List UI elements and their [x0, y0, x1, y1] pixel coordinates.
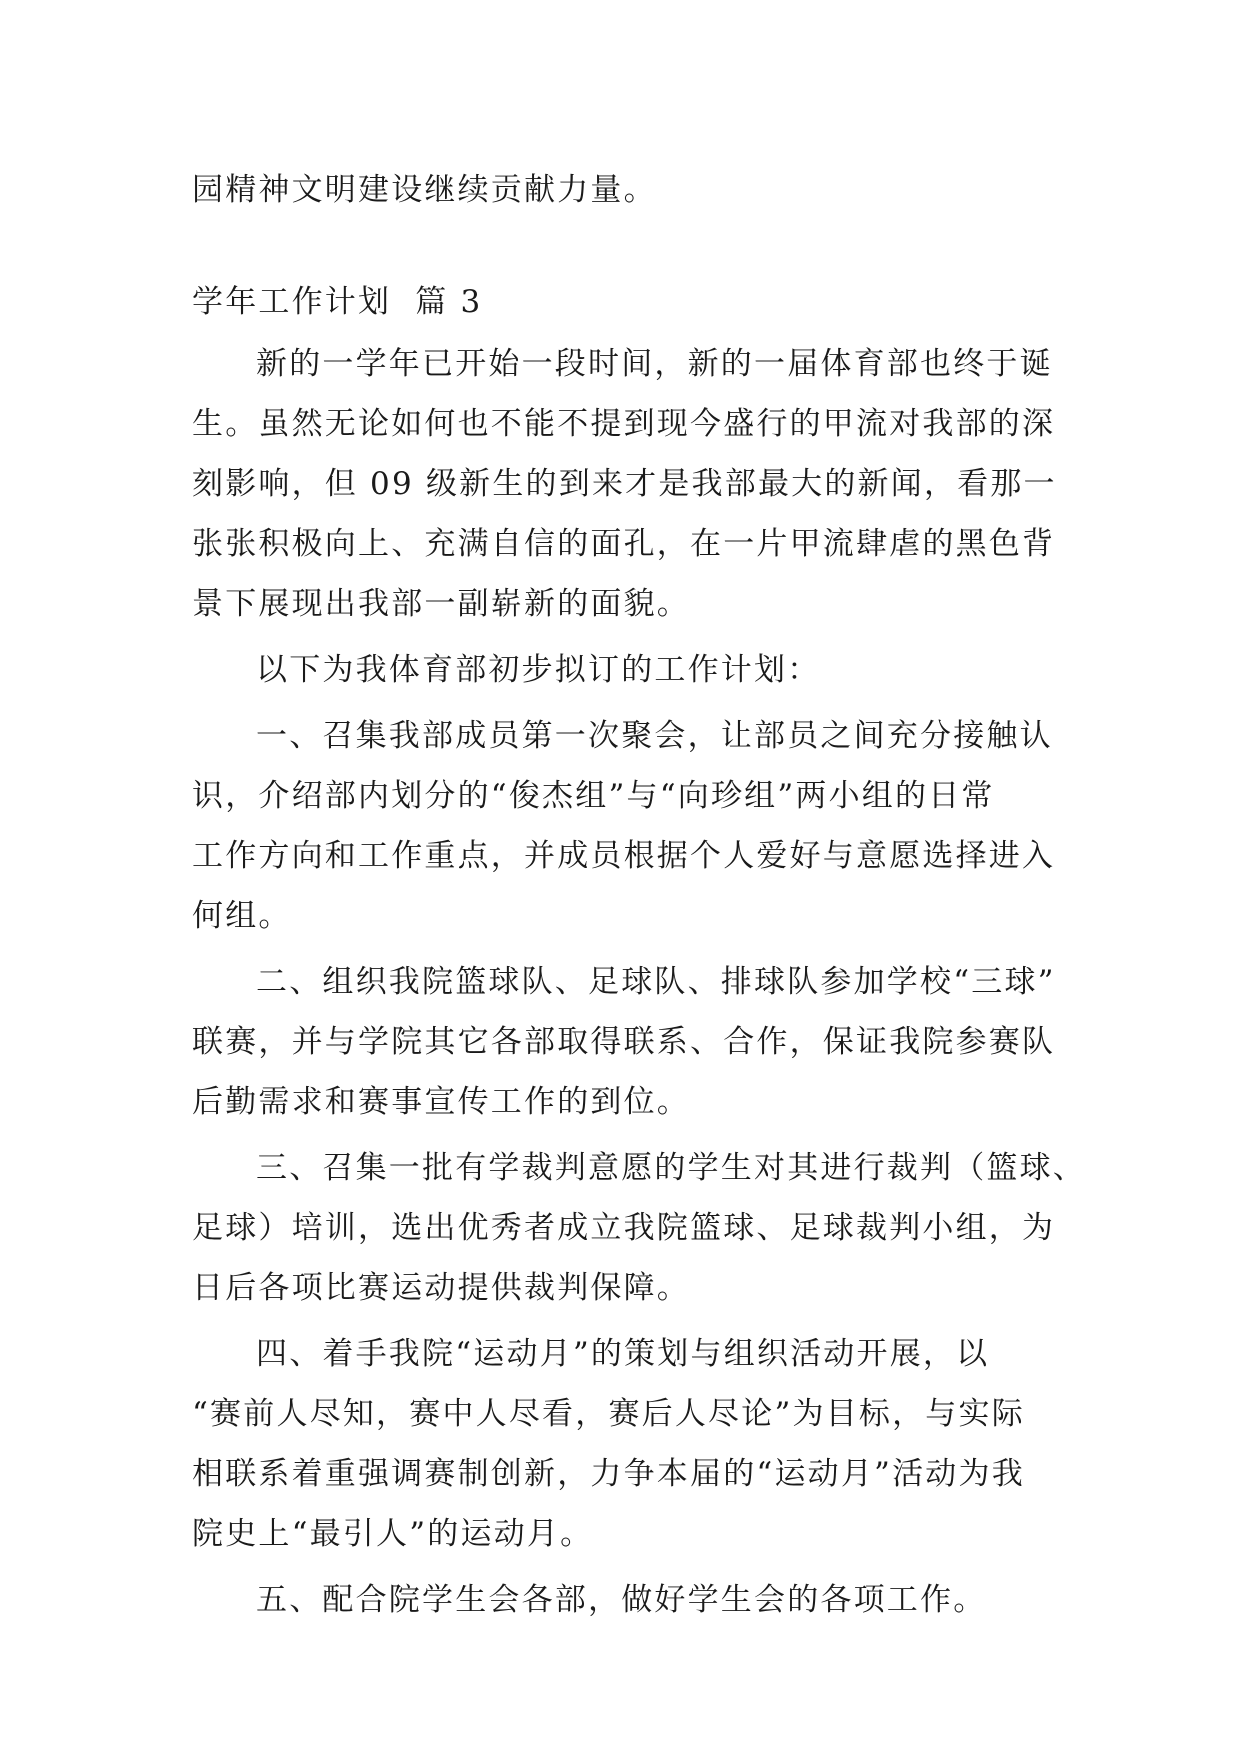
paragraph [192, 952, 1056, 1132]
paragraph-line: 三、召集一批有学裁判意愿的学生对其进行裁判（篮球、 [256, 1150, 1086, 1186]
paragraph-line: 相联系着重强调赛制创新，力争本届的“运动月”活动为我 [192, 1456, 1025, 1492]
section-title: 学年工作计划 篇 3 [192, 284, 483, 320]
paragraph-line: 新的一学年已开始一段时间，新的一届体育部也终于诞 [256, 346, 1053, 382]
paragraph-line: 识，介绍部内划分的“俊杰组”与“向珍组”两小组的日常 [192, 778, 995, 814]
paragraph-line: 联赛，并与学院其它各部取得联系、合作，保证我院参赛队 [192, 1024, 1056, 1060]
paragraph-line: 四、着手我院“运动月”的策划与组织活动开展，以 [256, 1336, 990, 1372]
paragraph [192, 334, 1057, 634]
paragraph-line: “赛前人尽知，赛中人尽看，赛后人尽论”为目标，与实际 [192, 1396, 1025, 1432]
paragraph-line: 院史上“最引人”的运动月。 [192, 1516, 594, 1552]
intro-tail-text [192, 160, 1052, 220]
paragraph-line: 刻影响，但 09 级新生的到来才是我部最大的新闻，看那一 [192, 466, 1057, 502]
paragraph-line: 工作方向和工作重点，并成员根据个人爱好与意愿选择进入 [192, 838, 1056, 874]
section-heading [192, 272, 1052, 332]
intro-tail-line: 园精神文明建设继续贡献力量。 [192, 172, 657, 208]
paragraph-line: 以下为我体育部初步拟订的工作计划： [256, 652, 821, 688]
paragraph-line: 五、配合院学生会各部，做好学生会的各项工作。 [256, 1582, 987, 1618]
paragraph-line: 二、组织我院篮球队、足球队、排球队参加学校“三球” [256, 964, 1056, 1000]
paragraph-line: 足球）培训，选出优秀者成立我院篮球、足球裁判小组，为 [192, 1210, 1056, 1246]
paragraph-line: 后勤需求和赛事宣传工作的到位。 [192, 1084, 690, 1120]
paragraph [192, 1324, 1052, 1564]
paragraph-line: 生。虽然无论如何也不能不提到现今盛行的甲流对我部的深 [192, 406, 1056, 442]
section-body [192, 334, 1086, 1630]
paragraph [192, 640, 1052, 700]
paragraph [192, 1570, 1052, 1630]
paragraph-line: 一、召集我部成员第一次聚会，让部员之间充分接触认 [256, 718, 1053, 754]
paragraph [192, 1138, 1086, 1318]
paragraph [192, 706, 1056, 946]
paragraph-line: 景下展现出我部一副崭新的面貌。 [192, 586, 690, 622]
paragraph-line: 何组。 [192, 898, 292, 934]
paragraph-line: 日后各项比赛运动提供裁判保障。 [192, 1270, 690, 1306]
paragraph-line: 张张积极向上、充满自信的面孔，在一片甲流肆虐的黑色背 [192, 526, 1056, 562]
